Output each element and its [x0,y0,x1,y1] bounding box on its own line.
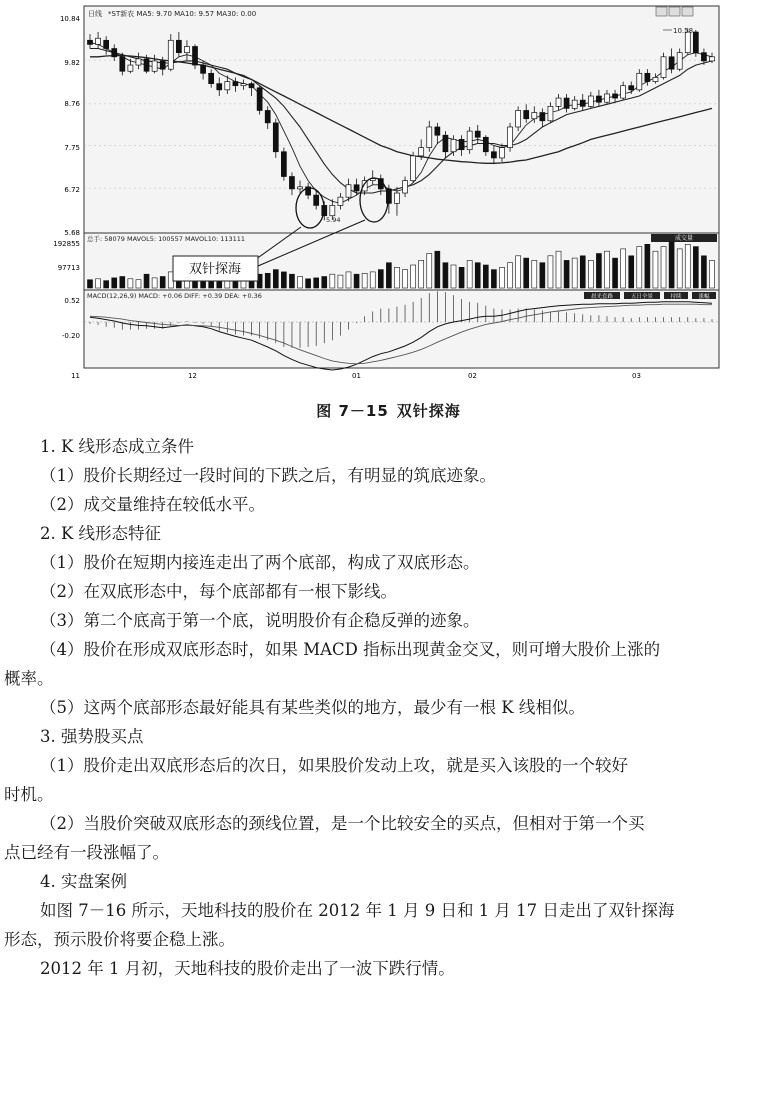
volume-tick: 192855 [53,240,80,248]
price-axis [60,15,81,237]
candle-body [443,135,448,152]
candle-body [677,53,682,70]
candle-body [459,139,464,149]
candle-body [249,84,254,88]
volume-bar [314,278,319,288]
candle-body [112,49,117,57]
volume-bar [152,278,157,288]
volume-bar [427,254,432,289]
volume-bar [685,244,690,288]
candle-body [653,77,658,81]
candle-body [104,40,109,48]
volume-bar [556,251,561,288]
candle-body [225,82,230,90]
candle-body [330,205,335,215]
candle-body [193,46,198,65]
candle-body [467,131,472,150]
annotation-label: 双针探海 [188,262,242,277]
volume-bar [330,274,335,288]
volume-bar [435,251,440,288]
high-price-mark: 10.58 [673,27,694,35]
candle-body [168,40,173,69]
volume-bar [96,279,101,288]
paragraph: 形态，预示股价将要企稳上涨。 [4,930,235,949]
volume-bar [548,256,553,288]
macd-tick: -0.20 [61,332,80,340]
volume-bar [637,247,642,288]
volume-bar [669,242,674,288]
volume-bar [160,277,165,289]
volume-bar [273,270,278,288]
candle-body [572,100,577,108]
candle-body [144,59,149,71]
candle-body [419,148,424,156]
volume-bar [346,272,351,288]
paragraph: （1）股价长期经过一段时间的下跌之后，有明显的筑底迹象。 [40,466,496,485]
period-label: 日线 [88,10,102,18]
candle-body [483,137,488,151]
paragraph: （2）当股价突破双底形态的颈线位置，是一个比较安全的买点，但相对于第一个买 [40,814,645,833]
figure-caption [0,400,777,421]
macd-tag: 五日全景 [630,294,654,300]
volume-bar [596,254,601,289]
candle-body [596,96,601,102]
kline-chart-figure [0,0,777,395]
volume-bar [629,256,634,288]
candle-body [669,57,674,69]
caption-number: 图 7－15 [316,402,389,420]
date-tick: 11 [71,372,80,380]
price-tick: 8.76 [64,100,80,108]
volume-bar [354,274,359,288]
candle-body [281,152,286,177]
candle-body [273,123,278,152]
paragraph: （4）股价在形成双底形态时，如果 MACD 指标出现黄金交叉，则可增大股价上涨的 [40,640,661,659]
candle-body [209,73,214,83]
macd-tick: 0.52 [64,297,80,305]
paragraph: 3. 强势股买点 [40,727,144,746]
volume-bar [338,275,343,288]
candle-body [160,61,165,69]
volume-bar [645,244,650,288]
volume-bar [540,263,545,288]
candle-body [645,73,650,81]
body-text [0,432,777,983]
volume-bar [572,258,577,288]
volume-bar [289,274,294,288]
candle-body [289,177,294,189]
candle-body [96,38,101,44]
volume-bar [564,260,569,288]
candle-body [314,195,319,205]
date-tick: 01 [352,372,361,380]
volume-bar [136,280,141,288]
candle-body [532,113,537,119]
candle-body [491,152,496,158]
volume-bar [467,260,472,288]
paragraph: 2012 年 1 月初，天地科技的股价走出了一波下跌行情。 [40,959,455,978]
paragraph: 如图 7－16 所示，天地科技的股价在 2012 年 1 月 9 日和 1 月 17 日走出了双针探海 [40,901,675,920]
volume-bar [701,256,706,288]
volume-bar [661,247,666,288]
date-tick: 03 [632,372,641,380]
volume-bar [483,265,488,288]
date-tick: 12 [188,372,197,380]
volume-bar [87,280,92,288]
paragraph: 概率。 [4,669,54,688]
paragraph: （5）这两个底部形态最好能具有某些类似的地方，最少有一根 K 线相似。 [40,698,585,717]
volume-bar [653,251,658,288]
candle-body [241,84,246,86]
volume-bar [499,267,504,288]
volume-bar [120,277,125,289]
volume-bar [265,273,270,288]
candle-body [120,57,125,71]
window-close-button[interactable] [682,7,693,16]
candle-body [217,84,222,90]
candle-body [128,65,133,71]
candle-body [516,110,521,127]
paragraph: （2）在双底形态中，每个底部都有一根下影线。 [40,582,397,601]
candle-body [233,82,238,86]
candle-body [701,53,706,61]
candle-body [564,98,569,108]
low-price-mark: 5.94 [326,216,341,224]
paragraph: 1. K 线形态成立条件 [40,437,195,456]
candle-body [629,86,634,90]
candle-body [411,156,416,181]
volume-tick: 97713 [57,264,80,272]
volume-bar [508,263,513,288]
volume-bar [459,267,464,288]
candle-body [709,57,714,61]
candle-body [540,113,545,121]
volume-bar [403,270,408,288]
volume-bar [370,272,375,288]
candle-body [604,94,609,102]
paragraph: 时机。 [4,785,54,804]
candle-body [201,65,206,73]
volume-bar [516,256,521,288]
volume-bar [386,263,391,288]
date-tick: 02 [468,372,477,380]
window-maximize-button[interactable] [669,7,680,16]
macd-tag: 持续 [670,294,682,300]
volume-bar [709,260,714,288]
candle-body [338,197,343,205]
paragraph: 4. 实盘案例 [40,872,127,891]
candle-body [508,127,513,148]
caption-title: 双针探海 [396,402,461,420]
window-minimize-button[interactable] [656,7,667,16]
candle-body [403,181,408,193]
macd-legend: MACD(12,26,9) MACD: +0.06 DIFF: +0.39 DEA: +0.36 [87,292,262,300]
paragraph: （1）股价走出双底形态后的次日，如果股价发动上攻，就是买入该股的一个较好 [40,756,628,775]
macd-tag: 晨光套路 [590,294,614,300]
price-tick: 6.72 [64,186,80,194]
candle-body [87,40,92,44]
volume-bar [475,263,480,288]
candle-body [524,110,529,118]
candle-body [184,46,189,52]
candle-body [613,94,618,98]
volume-bar [128,279,133,288]
paragraph: 点已经有一段涨幅了。 [4,843,169,862]
candle-body [136,59,141,65]
candle-body [556,98,561,106]
volume-bar [451,265,456,288]
candle-body [265,110,270,122]
volume-bar [322,277,327,289]
volume-legend: 总手: 58079 MAVOL5: 100557 MAVOL10: 113111 [87,235,246,243]
candle-body [257,88,262,111]
volume-bar [394,267,399,288]
candle-body [354,185,359,191]
price-tick: 9.82 [64,59,80,67]
volume-tag: 成交量 [674,235,694,242]
candle-body [693,32,698,53]
candle-body [435,127,440,135]
volume-bar [588,260,593,288]
volume-bar [613,258,618,288]
volume-bar [411,265,416,288]
volume-bar [580,256,585,288]
price-tick: 7.75 [64,144,80,152]
candle-body [394,193,399,203]
volume-bar [443,263,448,288]
candle-body [451,139,456,151]
ma-legend: *ST新农 MA5: 9.70 MA10: 9.57 MA30: 0.00 [108,10,257,18]
candle-body [298,187,303,189]
volume-bar [144,274,149,288]
volume-bar [491,270,496,288]
volume-bar [112,278,117,288]
price-tick: 5.68 [64,229,80,237]
candle-body [588,96,593,106]
volume-bar [419,260,424,288]
paragraph: 2. K 线形态特征 [40,524,162,543]
candle-body [548,106,553,120]
volume-bar [524,258,529,288]
price-tick: 10.84 [59,15,80,23]
candle-body [637,73,642,90]
candle-body [580,100,585,106]
candle-body [499,148,504,158]
candle-body [475,131,480,137]
volume-bar [378,270,383,288]
candle-body [152,61,157,71]
volume-bar [281,272,286,288]
volume-bar [604,251,609,288]
candle-body [427,127,432,148]
paragraph: （2）成交量维持在较低水平。 [40,495,265,514]
volume-bar [298,277,303,289]
candle-body [346,185,351,197]
volume-bar [306,279,311,288]
paragraph: （1）股价在短期内接连走出了两个底部，构成了双底形态。 [40,553,480,572]
paragraph: （3）第二个底高于第一个底，说明股价有企稳反弹的迹象。 [40,611,480,630]
candle-body [685,32,690,53]
candle-body [621,86,626,98]
volume-bar [693,247,698,288]
volume-bar [362,273,367,288]
candle-body [661,57,666,78]
macd-tag: 涨幅 [698,294,710,300]
volume-bar [104,281,109,288]
volume-bar [677,249,682,288]
volume-bar [621,249,626,288]
volume-bar [532,260,537,288]
candle-body [176,40,181,52]
